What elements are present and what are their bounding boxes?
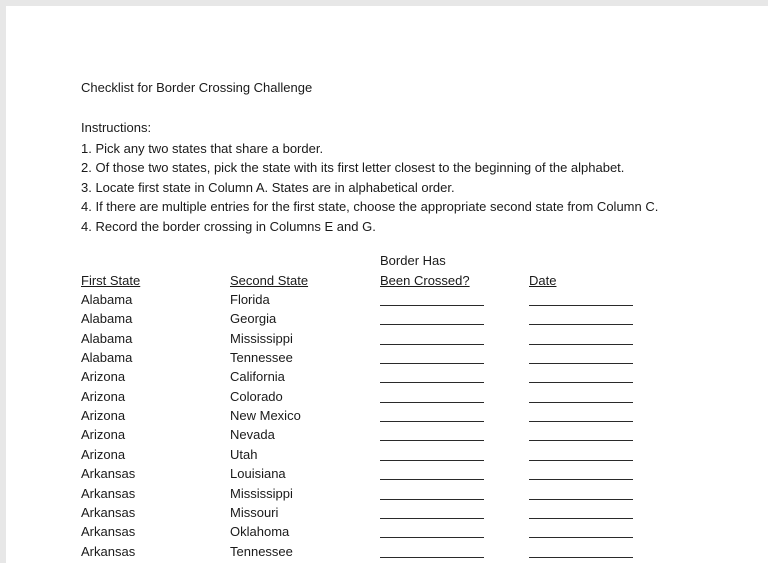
date-blank[interactable] bbox=[529, 421, 633, 422]
date-blank[interactable] bbox=[529, 305, 633, 306]
date-blank[interactable] bbox=[529, 344, 633, 345]
second-state-cell: Utah bbox=[230, 446, 258, 462]
first-state-cell: Alabama bbox=[81, 292, 133, 307]
date-blank[interactable] bbox=[529, 402, 633, 403]
second-state-cell: Georgia bbox=[230, 311, 277, 327]
date-blank[interactable] bbox=[529, 537, 633, 538]
first-state-cell: Arkansas bbox=[81, 485, 136, 501]
second-state-cell: California bbox=[230, 369, 285, 385]
date-blank[interactable] bbox=[529, 440, 633, 441]
date-blank[interactable] bbox=[529, 499, 633, 500]
border-crossed-blank[interactable] bbox=[380, 363, 484, 364]
first-state-cell: Arizona bbox=[81, 388, 126, 404]
first-state-cell: Arkansas bbox=[81, 504, 136, 520]
second-state-cell: Louisiana bbox=[230, 466, 286, 482]
document-page bbox=[6, 6, 768, 563]
date-blank[interactable] bbox=[529, 479, 633, 480]
instruction-item: 3. Locate first state in Column A. States are in alphabetical order. bbox=[81, 179, 455, 195]
border-crossed-blank[interactable] bbox=[380, 324, 484, 325]
border-crossed-blank[interactable] bbox=[380, 479, 484, 480]
first-state-cell: Arizona bbox=[81, 408, 126, 424]
second-state-cell: Florida bbox=[230, 292, 270, 307]
first-state-cell: Arizona bbox=[81, 446, 126, 462]
instructions-label: Instructions: bbox=[81, 120, 152, 135]
header-date: Date bbox=[529, 273, 557, 288]
border-crossed-blank[interactable] bbox=[380, 460, 484, 461]
border-crossed-blank[interactable] bbox=[380, 421, 484, 422]
first-state-cell: Arkansas bbox=[81, 466, 136, 482]
date-blank[interactable] bbox=[529, 518, 633, 519]
header-border-crossed-line1: Border Has bbox=[380, 253, 446, 268]
instruction-item: 4. If there are multiple entries for the first state, choose the appropriate second state from Column C. bbox=[81, 199, 659, 215]
second-state-cell: Tennessee bbox=[230, 543, 293, 559]
header-border-crossed-line2: Been Crossed? bbox=[380, 273, 470, 288]
second-state-cell: Mississippi bbox=[230, 330, 293, 346]
second-state-cell: Nevada bbox=[230, 427, 275, 443]
document-title: Checklist for Border Crossing Challenge bbox=[81, 80, 313, 95]
second-state-cell: Oklahoma bbox=[230, 524, 290, 540]
first-state-cell: Arkansas bbox=[81, 524, 136, 540]
instructions-list bbox=[81, 139, 658, 236]
border-crossed-blank[interactable] bbox=[380, 440, 484, 441]
border-crossed-blank[interactable] bbox=[380, 499, 484, 500]
border-crossed-blank[interactable] bbox=[380, 305, 484, 306]
border-crossed-blank[interactable] bbox=[380, 537, 484, 538]
instruction-item: 4. Record the border crossing in Columns E and G. bbox=[81, 218, 376, 234]
second-state-cell: Mississippi bbox=[230, 485, 293, 501]
first-state-cell: Alabama bbox=[81, 350, 133, 366]
instruction-item: 2. Of those two states, pick the state with its first letter closest to the beginning of the alphabet. bbox=[81, 160, 625, 176]
date-blank[interactable] bbox=[529, 460, 633, 461]
date-blank[interactable] bbox=[529, 557, 633, 558]
border-crossed-blank[interactable] bbox=[380, 557, 484, 558]
border-crossed-blank[interactable] bbox=[380, 344, 484, 345]
date-blank[interactable] bbox=[529, 324, 633, 325]
second-state-cell: New Mexico bbox=[230, 408, 301, 424]
first-state-cell: Alabama bbox=[81, 330, 133, 346]
second-state-cell: Missouri bbox=[230, 504, 279, 520]
second-state-cell: Tennessee bbox=[230, 350, 293, 366]
first-state-cell: Arkansas bbox=[81, 543, 136, 559]
border-crossed-blank[interactable] bbox=[380, 402, 484, 403]
border-crossed-blank[interactable] bbox=[380, 518, 484, 519]
first-state-cell: Arizona bbox=[81, 427, 126, 443]
first-state-cell: Alabama bbox=[81, 311, 133, 327]
instruction-item: 1. Pick any two states that share a border. bbox=[81, 141, 324, 156]
second-state-cell: Colorado bbox=[230, 388, 283, 404]
border-crossed-blank[interactable] bbox=[380, 382, 484, 383]
date-blank[interactable] bbox=[529, 363, 633, 364]
date-blank[interactable] bbox=[529, 382, 633, 383]
header-second-state: Second State bbox=[230, 273, 309, 288]
first-state-cell: Arizona bbox=[81, 369, 126, 385]
header-first-state: First State bbox=[81, 273, 141, 288]
